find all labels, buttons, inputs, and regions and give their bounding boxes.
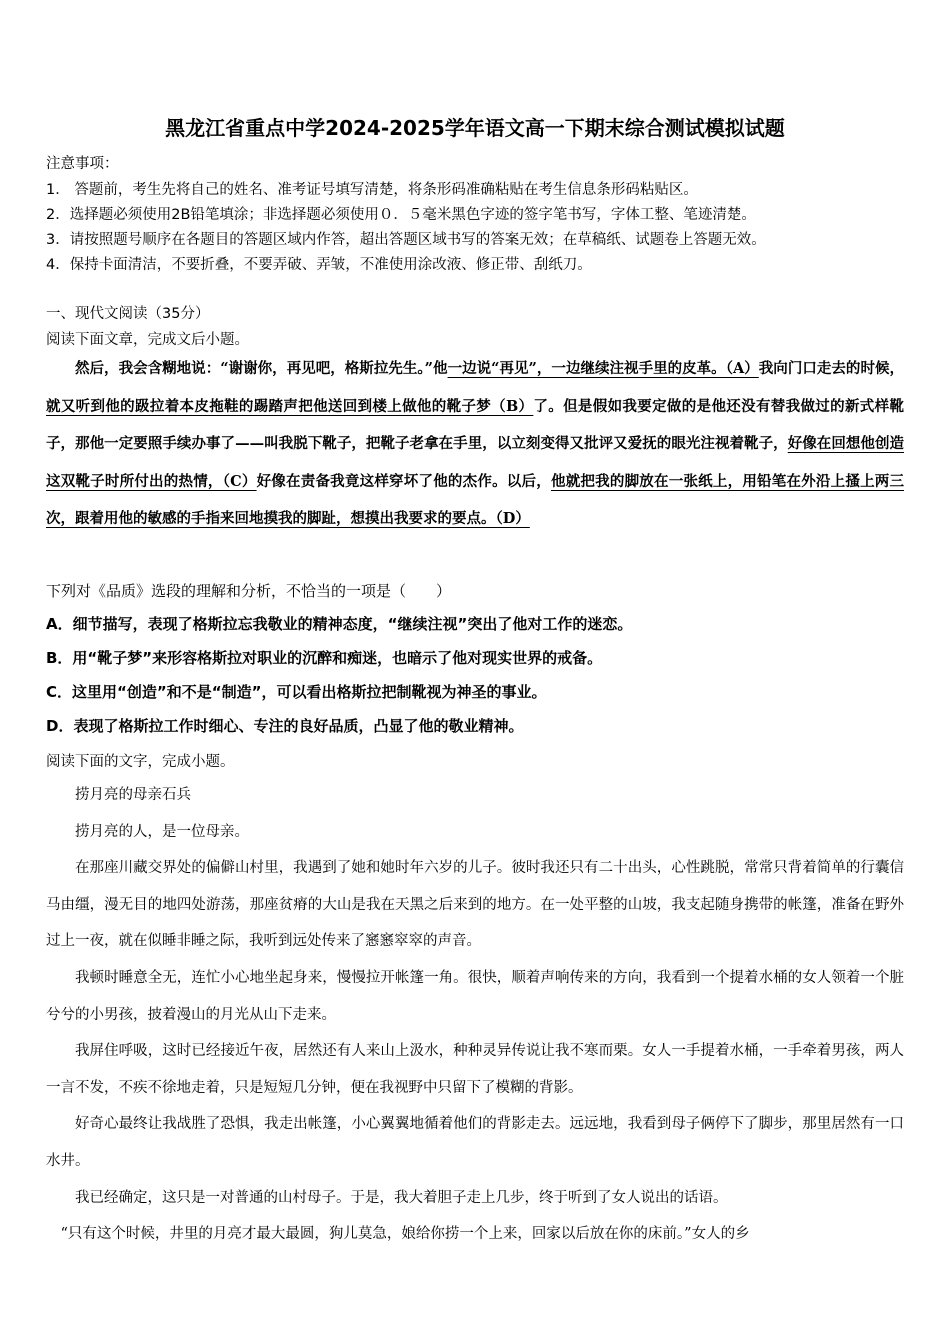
option-c[interactable]: C．这里用“创造”和不是“制造”，可以看出格斯拉把制靴视为神圣的事业。 — [46, 683, 547, 701]
underlined-phrase-c: 好像在回想他创造这双靴子时所付出的热情，（C） — [46, 435, 905, 490]
underlined-phrase-b: 就又听到他的趿拉着本皮拖鞋的踢踏声把他送回到楼上做他的靴子梦（B） — [46, 397, 534, 415]
option-b[interactable]: B．用“靴子梦”来形容格斯拉对职业的沉醉和痴迷，也暗示了他对现实世界的戒备。 — [46, 649, 603, 667]
story-paragraph: 我顿时睡意全无，连忙小心地坐起身来，慢慢拉开帐篷一角。很快，顺着声响传来的方向，我看到一个提着水桶的女人领着一个脏兮兮的小男孩，披着漫山的月光从山下走来。 — [46, 969, 904, 1023]
option-d[interactable]: D．表现了格斯拉工作时细心、专注的良好品质，凸显了他的敬业精神。 — [46, 717, 524, 735]
passage-text: 然后，我会含糊地说：“谢谢你，再见吧，格斯拉先生。”他 — [75, 360, 448, 377]
underlined-phrase-a: 一边说“再见”，一边继续注视手里的皮革。（A） — [447, 360, 759, 377]
passage-text: 我向门口走去的时候， — [758, 360, 904, 377]
section-instruction: 阅读下面的文字，完成小题。 — [46, 754, 235, 770]
reading-passage — [46, 350, 904, 538]
notice-heading: 注意事项： — [46, 156, 119, 172]
notice-item: 1． 答题前，考生先将自己的姓名、准考证号填写清楚，将条形码准确粘贴在考生信息条形码粘贴区。 — [46, 182, 698, 198]
option-a[interactable]: A．细节描写，表现了格斯拉忘我敬业的精神态度，“继续注视”突出了他对工作的迷恋。 — [46, 615, 633, 633]
story-paragraph: 捞月亮的人，是一位母亲。 — [75, 823, 249, 840]
notice-item: 3．请按照题号顺序在各题目的答题区域内作答，超出答题区域书写的答案无效；在草稿纸、试题卷上答题无效。 — [46, 232, 766, 248]
story-body — [46, 777, 904, 1253]
page-title: 黑龙江省重点中学2024-2025学年语文高一下期末综合测试模拟试题 — [165, 116, 785, 140]
story-paragraph: 我屏住呼吸，这时已经接近午夜，居然还有人来山上汲水，种种灵异传说让我不寒而栗。女人一手提着水桶，一手牵着男孩，两人一言不发，不疾不徐地走着，只是短短几分钟，便在我视野中只留下了模糊的背影。 — [46, 1043, 904, 1096]
question-stem: 下列对《品质》选段的理解和分析，不恰当的一项是（ ） — [46, 582, 452, 600]
section-instruction: 阅读下面文章，完成文后小题。 — [46, 332, 249, 348]
story-title: 捞月亮的母亲石兵 — [75, 787, 191, 803]
notice-item: 4．保持卡面清洁，不要折叠，不要弄破、弄皱，不准使用涂改液、修正带、刮纸刀。 — [46, 257, 592, 273]
story-paragraph: 好奇心最终让我战胜了恐惧，我走出帐篷，小心翼翼地循着他们的背影走去。远远地，我看到母子俩停下了脚步，那里居然有一口水井。 — [46, 1116, 904, 1169]
passage-text: 了。但是假如我要定做的是他还没有替我做过的新式样靴子，那他一定要照手续办事了——叫我脱下靴子，把靴子老拿在手里，以立刻变得又批评又爱抚的眼光注视着靴子， — [46, 397, 904, 452]
section-heading: 一、现代文阅读（35分） — [46, 306, 210, 322]
story-paragraph: 我已经确定，这只是一对普通的山村母子。于是，我大着胆子走上几步，终于听到了女人说出的话语。 — [75, 1189, 728, 1206]
underlined-phrase-d: 他就把我的脚放在一张纸上，用铅笔在外沿上搔上两三次，跟着用他的敏感的手指来回地摸我的脚趾，想摸出我要求的要点。（D） — [46, 472, 905, 527]
passage-text: 好像在责备我竟这样穿坏了他的杰作。以后， — [256, 472, 551, 490]
story-paragraph: 在那座川藏交界处的偏僻山村里，我遇到了她和她时年六岁的儿子。彼时我还只有二十出头，心性跳脱，常常只背着简单的行囊信马由缰，漫无目的地四处游荡，那座贫瘠的大山是我在天黑之后来到的地方。在一处平整的山坡，我支起随身携带的帐篷，准备在野外过上一夜，就在似睡非睡之际，我听到远处传来了窸窸窣窣的声音。 — [46, 860, 904, 950]
notice-item: 2．选择题必须使用2B铅笔填涂；非选择题必须使用０．５毫米黑色字迹的签字笔书写，字体工整、笔迹清楚。 — [46, 207, 756, 223]
story-paragraph: “只有这个时候，井里的月亮才最大最圆，狗儿莫急，娘给你捞一个上来，回家以后放在你的床前。”女人的乡 — [60, 1226, 750, 1243]
